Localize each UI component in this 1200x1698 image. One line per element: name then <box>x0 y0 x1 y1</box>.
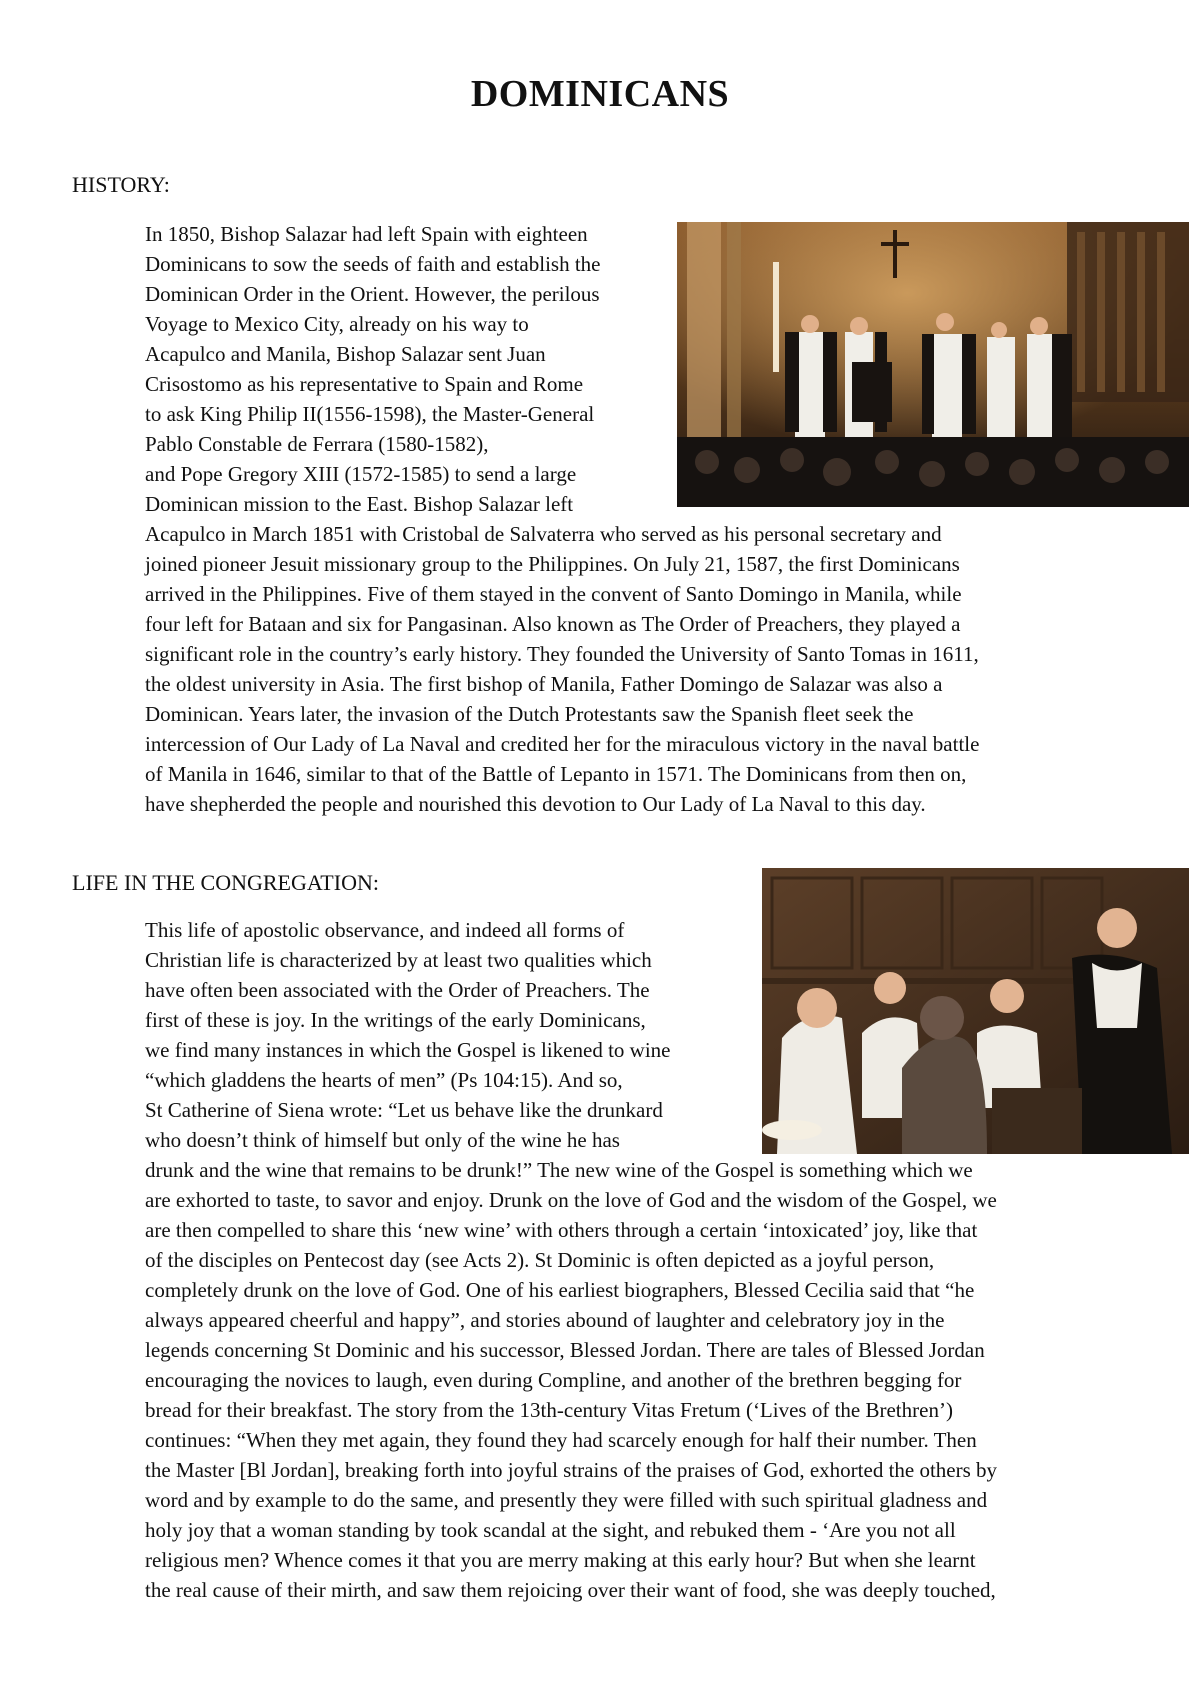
text-line: and Pope Gregory XIII (1572-1585) to send a large <box>145 462 577 486</box>
text-line: continues: “When they met again, they found they had scarcely enough for half their number. Then <box>145 1428 977 1452</box>
text-line: legends concerning St Dominic and his successor, Blessed Jordan. There are tales of Blessed Jordan <box>145 1338 985 1362</box>
text-line: joined pioneer Jesuit missionary group to the Philippines. On July 21, 1587, the first Dominicans <box>145 552 960 576</box>
text-line: bread for their breakfast. The story from the 13th-century Vitas Fretum (‘Lives of the Brethren’) <box>145 1398 953 1422</box>
life-paragraph <box>145 915 997 1605</box>
text-line: religious men? Whence comes it that you are merry making at this early hour? But when she learnt <box>145 1548 976 1572</box>
text-line: Pablo Constable de Ferrara (1580-1582), <box>145 432 489 456</box>
text-line: drunk and the wine that remains to be drunk!” The new wine of the Gospel is something which we <box>145 1158 973 1182</box>
text-line: are then compelled to share this ‘new wine’ with others through a certain ‘intoxicated’ joy, like that <box>145 1218 978 1242</box>
text-line: Voyage to Mexico City, already on his way to <box>145 312 529 336</box>
text-line: Acapulco in March 1851 with Cristobal de Salvaterra who served as his personal secretary and <box>145 522 942 546</box>
text-line: Dominican Order in the Orient. However, the perilous <box>145 282 600 306</box>
text-line: have shepherded the people and nourished this devotion to Our Lady of La Naval to this day. <box>145 792 926 816</box>
text-line: we find many instances in which the Gospel is likened to wine <box>145 1038 671 1062</box>
history-heading: HISTORY: <box>72 172 170 197</box>
text-line: completely drunk on the love of God. One of his earliest biographers, Blessed Cecilia said that “he <box>145 1278 975 1302</box>
text-line: always appeared cheerful and happy”, and stories abound of laughter and celebratory joy in the <box>145 1308 945 1332</box>
text-line: the Master [Bl Jordan], breaking forth into joyful strains of the praises of God, exhorted the others by <box>145 1458 998 1482</box>
text-line: encouraging the novices to laugh, even during Compline, and another of the brethren begging for <box>145 1368 962 1392</box>
text-line: of Manila in 1646, similar to that of the Battle of Lepanto in 1571. The Dominicans from then on, <box>145 762 967 786</box>
life-heading: LIFE IN THE CONGREGATION: <box>72 870 379 895</box>
text-line: holy joy that a woman standing by took scandal at the sight, and rebuked them - ‘Are you not all <box>145 1518 956 1542</box>
text-line: Dominican. Years later, the invasion of the Dutch Protestants saw the Spanish fleet seek the <box>145 702 914 726</box>
text-line: Crisostomo as his representative to Spain and Rome <box>145 372 584 396</box>
text-line: the oldest university in Asia. The first bishop of Manila, Father Domingo de Salazar was also a <box>145 672 943 696</box>
text-line: significant role in the country’s early history. They founded the University of Santo Tomas in 1611, <box>145 642 979 666</box>
text-line: In 1850, Bishop Salazar had left Spain with eighteen <box>145 222 588 246</box>
text-line: have often been associated with the Order of Preachers. The <box>145 978 650 1002</box>
text-line: the real cause of their mirth, and saw them rejoicing over their want of food, she was deeply touched, <box>145 1578 996 1602</box>
text-line: to ask King Philip II(1556-1598), the Master-General <box>145 402 595 426</box>
text-line: four left for Bataan and six for Pangasinan. Also known as The Order of Preachers, they played a <box>145 612 961 636</box>
text-line: Dominicans to sow the seeds of faith and establish the <box>145 252 601 276</box>
text-line: intercession of Our Lady of La Naval and credited her for the miraculous victory in the naval battle <box>145 732 980 756</box>
text-line: who doesn’t think of himself but only of the wine he has <box>145 1128 620 1152</box>
text-line: Dominican mission to the East. Bishop Salazar left <box>145 492 574 516</box>
text-line: Christian life is characterized by at least two qualities which <box>145 948 652 972</box>
text-line: of the disciples on Pentecost day (see Acts 2). St Dominic is often depicted as a joyful person, <box>145 1248 935 1272</box>
text-line: first of these is joy. In the writings of the early Dominicans, <box>145 1008 646 1032</box>
text-line: “which gladdens the hearts of men” (Ps 104:15). And so, <box>145 1068 623 1092</box>
page-title: DOMINICANS <box>470 73 730 115</box>
history-paragraph <box>145 219 979 819</box>
text-line: This life of apostolic observance, and indeed all forms of <box>145 918 625 942</box>
text-line: are exhorted to taste, to savor and enjoy. Drunk on the love of God and the wisdom of the Gospel, we <box>145 1188 997 1212</box>
text-line: Acapulco and Manila, Bishop Salazar sent Juan <box>145 342 546 366</box>
text-line: word and by example to do the same, and presently they were filled with such spiritual gladness and <box>145 1488 988 1512</box>
text-line: arrived in the Philippines. Five of them stayed in the convent of Santo Domingo in Manila, while <box>145 582 962 606</box>
text-line: St Catherine of Siena wrote: “Let us behave like the drunkard <box>145 1098 663 1122</box>
